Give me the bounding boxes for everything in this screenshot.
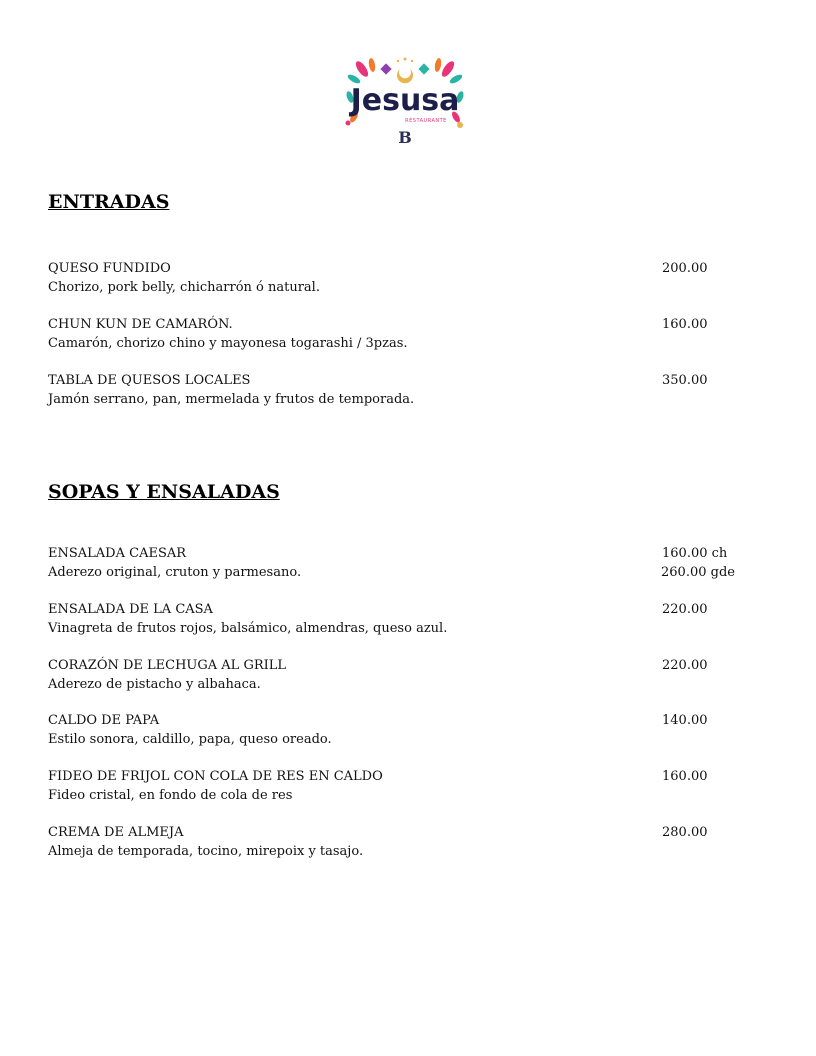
- logo-brand-text: Jesusa: [350, 83, 460, 118]
- menu-item-description: Almeja de temporada, tocino, mirepoix y tasajo.: [48, 843, 364, 859]
- menu-item: [48, 601, 748, 638]
- menu-item-description: Aderezo original, cruton y parmesano.: [48, 564, 302, 580]
- menu-item-description: Fideo cristal, en fondo de cola de res: [48, 787, 293, 803]
- menu-item-name: ENSALADA CAESAR: [48, 546, 187, 561]
- menu-item: [48, 824, 748, 861]
- logo-subtitle-text: RESTAURANTE: [405, 118, 447, 124]
- section-title-sopas-y-ensaladas: SOPAS Y ENSALADAS: [48, 481, 280, 503]
- menu-item-price-chico: 160.00 ch: [662, 546, 728, 561]
- menu-item-name: FIDEO DE FRIJOL CON COLA DE RES EN CALDO: [48, 769, 383, 784]
- menu-item-description: Vinagreta de frutos rojos, balsámico, almendras, queso azul.: [48, 620, 448, 636]
- menu-item-name: TABLA DE QUESOS LOCALES: [48, 373, 251, 388]
- menu-item-price: 280.00: [662, 825, 708, 840]
- menu-item-price: 220.00: [662, 658, 708, 673]
- menu-item: [48, 372, 748, 409]
- menu-item: [48, 545, 748, 582]
- section-title-entradas: ENTRADAS: [48, 191, 170, 213]
- menu-item: [48, 260, 748, 297]
- menu-item-description: Camarón, chorizo chino y mayonesa togarashi / 3pzas.: [48, 335, 408, 351]
- logo-monogram: B: [398, 128, 412, 147]
- logo-graphic: [340, 55, 470, 147]
- menu-item: [48, 657, 748, 694]
- menu-item-name: CREMA DE ALMEJA: [48, 825, 184, 840]
- menu-item-price-grande: 260.00 gde: [661, 564, 735, 580]
- menu-item-name: CORAZÓN DE LECHUGA AL GRILL: [48, 658, 287, 673]
- menu-item: [48, 712, 748, 749]
- menu-item-description: Jamón serrano, pan, mermelada y frutos de temporada.: [48, 391, 415, 407]
- menu-item-price: 220.00: [662, 602, 708, 617]
- menu-item-price: 160.00: [662, 769, 708, 784]
- menu-item-name: CHUN KUN DE CAMARÓN.: [48, 317, 233, 332]
- menu-item-price: 350.00: [662, 373, 708, 388]
- menu-item-price: 160.00: [662, 317, 708, 332]
- menu-item: [48, 768, 748, 805]
- menu-item-price: 140.00: [662, 713, 708, 728]
- menu-item-name: CALDO DE PAPA: [48, 713, 160, 728]
- menu-item-price: 200.00: [662, 261, 708, 276]
- menu-item-description: Chorizo, pork belly, chicharrón ó natural.: [48, 279, 320, 295]
- menu-item-name: QUESO FUNDIDO: [48, 261, 171, 276]
- menu-item-description: Aderezo de pistacho y albahaca.: [48, 676, 261, 692]
- restaurant-logo: [340, 55, 470, 147]
- menu-item-name: ENSALADA DE LA CASA: [48, 602, 213, 617]
- menu-item: [48, 316, 748, 353]
- menu-item-description: Estilo sonora, caldillo, papa, queso oreado.: [48, 731, 332, 747]
